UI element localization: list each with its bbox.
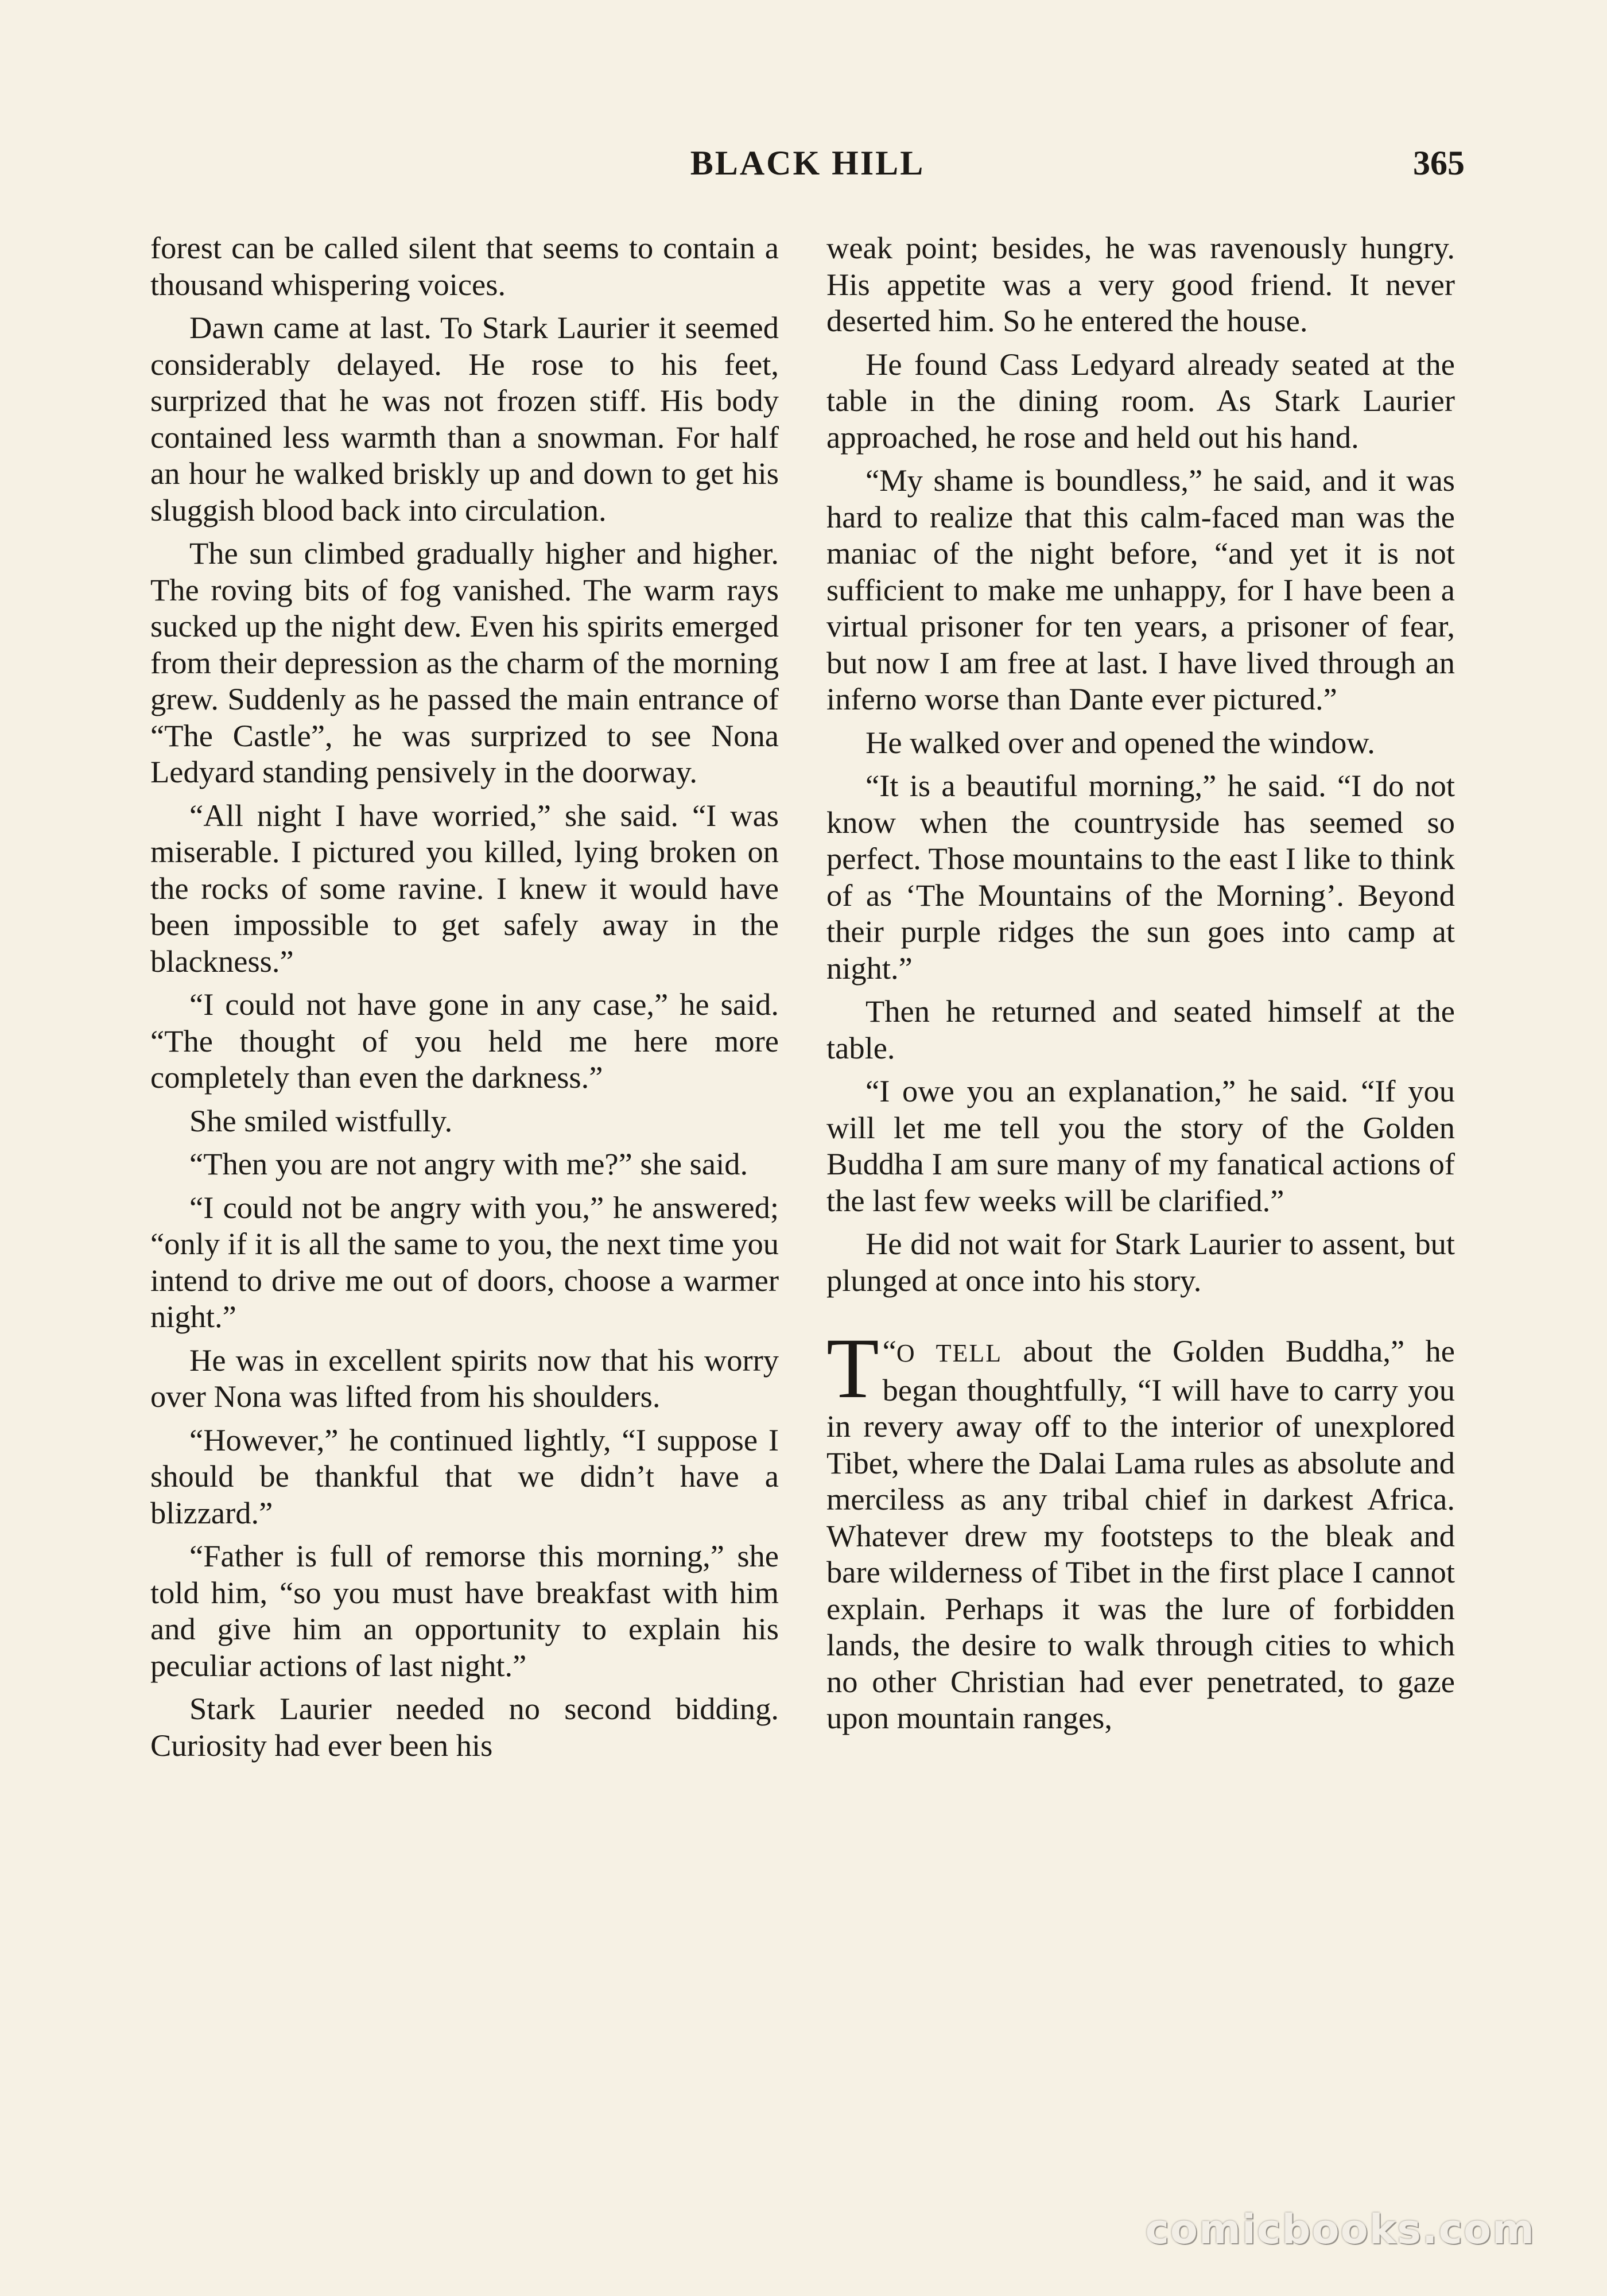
paragraph: “My shame is boundless,” he said, and it was hard to realize that this calm-faced man was the maniac of the night before, “and yet it is not sufficient to make me unhappy, for I have been a virtual prisoner for ten years, a prisoner of fear, but now I am free at last. I have lived through an inferno worse than Dante ever pictured.” — [826, 463, 1455, 716]
drop-cap: T — [826, 1321, 879, 1416]
paragraph: “I could not be angry with you,” he answered; “only if it is all the same to you, the next time you intend to drive me out of doors, choose a warmer night.” — [150, 1189, 779, 1334]
paragraph: “However,” he continued lightly, “I suppose I should be thankful that we didn’t have a blizzard.” — [150, 1422, 779, 1530]
paragraph: “Then you are not angry with me?” she said. — [189, 1146, 748, 1181]
paragraph: “I could not have gone in any case,” he said. “The thought of you held me here more completely than even the darkness.” — [150, 987, 779, 1095]
paragraph: “All night I have worried,” she said. “I was miserable. I pictured you killed, lying broken on the rocks of some ravine. I knew it would have been impossible to get safely away in the blackness.” — [150, 797, 779, 979]
right-column — [826, 230, 1455, 1743]
paragraph: He did not wait for Stark Laurier to assent, but plunged at once into his story. — [826, 1226, 1455, 1298]
section-start-paragraph — [826, 1321, 1455, 1736]
paragraph: He was in excellent spirits now that his worry over Nona was lifted from his shoulders. — [150, 1342, 779, 1414]
paragraph: Dawn came at last. To Stark Laurier it seemed considerably delayed. He rose to his feet, surprized that he was not frozen stiff. His body contained less warmth than a snowman. For half an hour he walked briskly up and down to get his sluggish blood back into circulation. — [150, 310, 779, 528]
small-caps-lead: O TELL — [896, 1339, 1003, 1367]
paragraph: “It is a beautiful morning,” he said. “I do not know when the countryside has seemed so perfect. Those mountains to the east I like to think of as ‘The Mountains of the Morning’. Beyond their purple ridges the sun goes into camp at night.” — [826, 768, 1455, 986]
site-watermark: comicbooks.com — [1145, 2206, 1535, 2253]
paragraph: He walked over and opened the window. — [865, 724, 1375, 760]
paragraph: She smiled wistfully. — [189, 1103, 453, 1138]
paragraph: forest can be called silent that seems to contain a thousand whispering voices. — [150, 230, 779, 302]
paragraph: He found Cass Ledyard already seated at the table in the dining room. As Stark Laurier approached, he rose and held out his hand. — [826, 346, 1455, 455]
paragraph: weak point; besides, he was ravenously hungry. His appetite was a very good friend. It never deserted him. So he entered the house. — [826, 230, 1455, 338]
opening-quote: “ — [882, 1333, 896, 1368]
page-number: 365 — [1413, 144, 1465, 182]
section-text: about the Golden Buddha,” he began thoughtfully, “I will have to carry you in revery away off to the interior of unexplored Tibet, where the Dalai Lama rules as absolute and merciless as any tribal chief in darkest Africa. Whatever drew my footsteps to the bleak and bare wilderness of Tibet in the first place I cannot explain. Perhaps it was the lure of forbidden lands, the desire to walk through cities to which no other Christian had ever penetrated, to gaze upon mountain ranges, — [826, 1333, 1455, 1735]
paragraph: “Father is full of remorse this morning,” she told him, “so you must have breakfast with him and give him an opportunity to explain his peculiar actions of last night.” — [150, 1538, 779, 1683]
page-header — [150, 144, 1465, 189]
paragraph: Then he returned and seated himself at the table. — [826, 994, 1455, 1065]
paragraph: Stark Laurier needed no second bidding. Curiosity had ever been his — [150, 1691, 779, 1763]
running-title: BLACK HILL — [690, 144, 925, 182]
paragraph: The sun climbed gradually higher and higher. The roving bits of fog vanished. The warm rays sucked up the night dew. Even his spirits emerged from their depression as the charm of the morning grew. Suddenly as he passed the main entrance of “The Castle”, he was surprized to see Nona Ledyard standing pensively in the doorway. — [150, 536, 779, 789]
left-column — [150, 230, 779, 1770]
paragraph: “I owe you an explanation,” he said. “If you will let me tell you the story of the Golden Buddha I am sure many of my fanatical actions of the last few weeks will be clarified.” — [826, 1073, 1455, 1218]
